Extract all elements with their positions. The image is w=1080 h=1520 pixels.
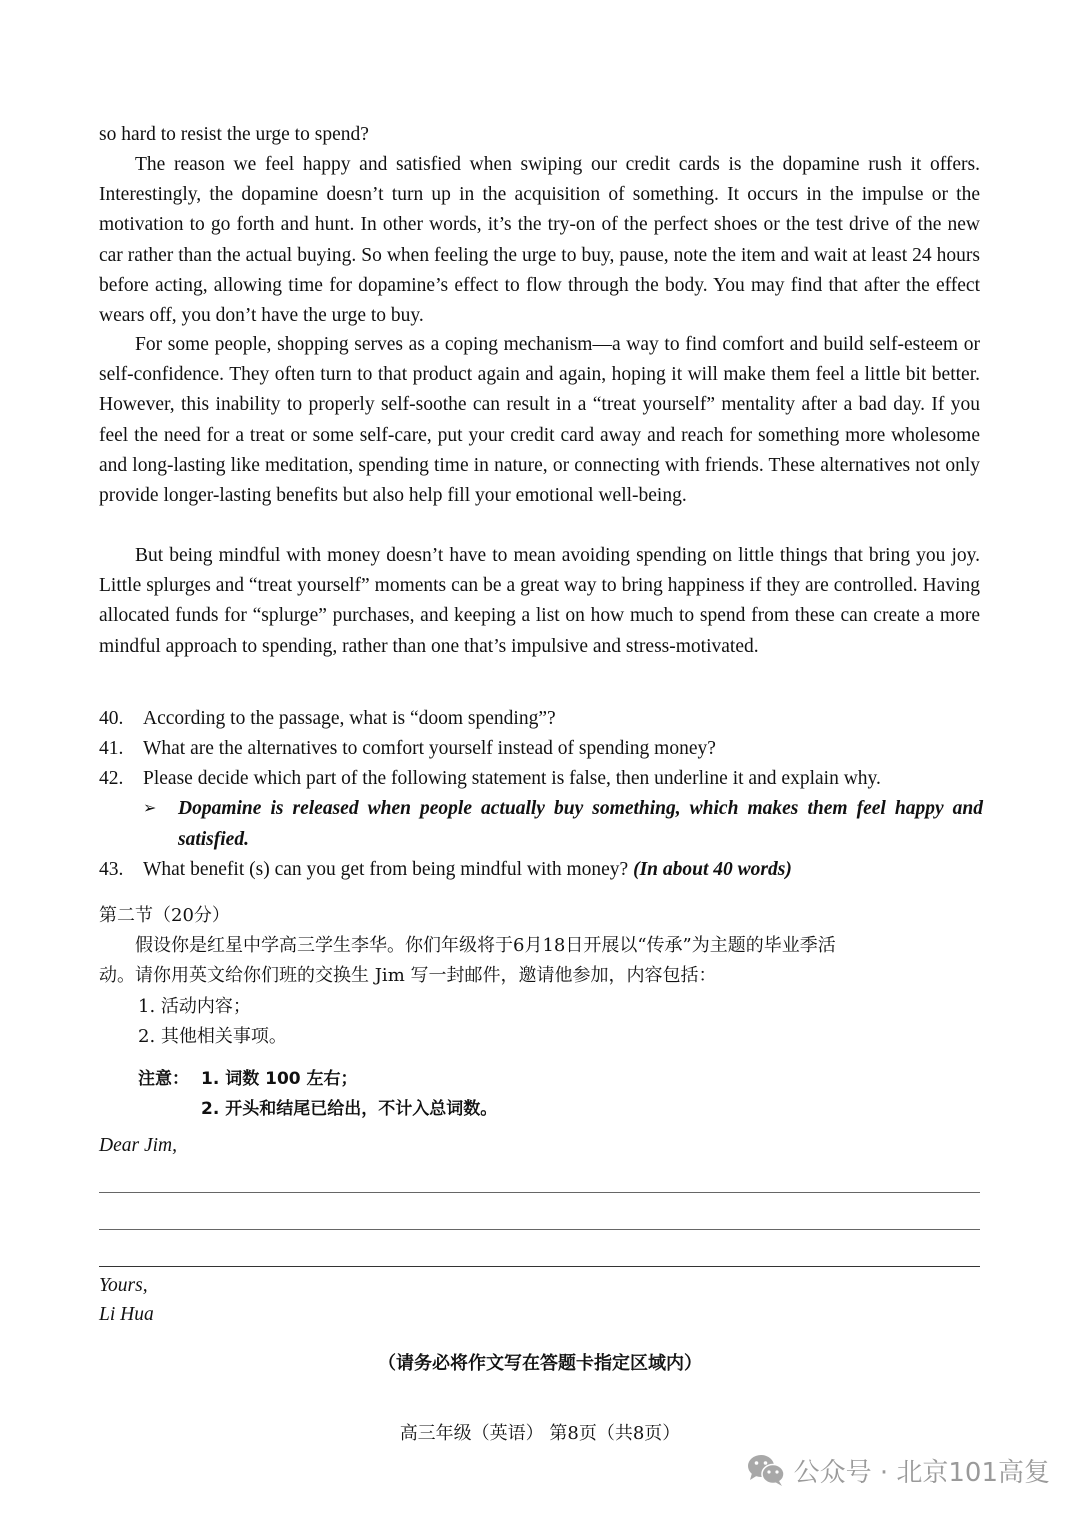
answer-sheet-reminder: （请务必将作文写在答题卡指定区域内） — [378, 1353, 702, 1374]
note-1: 1. 词数 100 左右； — [201, 1069, 358, 1089]
word-limit-note: (In about 40 words) — [633, 859, 792, 880]
question-number: 41. — [99, 738, 124, 759]
writing-line-3 — [99, 1266, 980, 1267]
writing-prompt-line-1: 假设你是红星中学高三学生李华。你们年级将于6月18日开展以“传承”为主题的毕业季活 — [135, 935, 836, 956]
question-text: According to the passage, what is “doom spending”? — [143, 708, 556, 729]
question-41 — [99, 734, 980, 764]
section-heading: 第二节（20分） — [99, 905, 230, 926]
false-statement — [143, 794, 983, 855]
wechat-icon — [746, 1453, 786, 1487]
letter-closing: Yours, — [99, 1275, 148, 1296]
question-text: What are the alternatives to comfort yourself instead of spending money? — [143, 738, 716, 759]
passage-paragraph-2: For some people, shopping serves as a coping mechanism—a way to find comfort and build self-esteem or self-confidence. They often turn to that product again and again, hoping it will make them feel a little bit better. However, this inability to properly self-soothe can result in a “treat yourself” mentality after a bad day. If you feel the need for a treat or some self-care, put your credit card away and reach for something more wholesome and long-lasting like meditation, spending time in nature, or connecting with friends. These alternatives not only provide longer-lasting benefits but also help fill your emotional well-being. — [99, 334, 980, 507]
question-43 — [99, 855, 980, 885]
letter-greeting: Dear Jim, — [99, 1135, 177, 1156]
passage-paragraph-3: But being mindful with money doesn’t have to mean avoiding spending on little things that bring you joy. Little splurges and “treat yourself” moments can be a great way to bring happiness if they are controlled. Having allocated funds for “splurge” purchases, and keeping a list on how much to spend from these can create a more mindful approach to spending, rather than one that’s impulsive and stress-motivated. — [99, 545, 980, 657]
question-number: 42. — [99, 768, 124, 789]
question-text: What benefit (s) can you get from being mindful with money? — [143, 859, 629, 880]
prompt-item-2: 2. 其他相关事项。 — [138, 1026, 287, 1047]
writing-line-2 — [99, 1229, 980, 1230]
letter-signature: Li Hua — [99, 1304, 154, 1325]
statement-text: Dopamine is released when people actually buy something, which makes them feel happy and satisfied. — [178, 798, 983, 850]
arrow-bullet-icon: ➢ — [143, 800, 157, 817]
note-2: 2. 开头和结尾已给出，不计入总词数。 — [201, 1099, 498, 1119]
question-text: Please decide which part of the following statement is false, then underline it and explain why. — [143, 768, 881, 789]
question-42 — [99, 764, 980, 794]
question-number: 40. — [99, 708, 124, 729]
question-number: 43. — [99, 859, 124, 880]
prompt-item-1: 1. 活动内容； — [138, 996, 251, 1017]
passage-paragraph-tail: so hard to resist the urge to spend? — [99, 124, 369, 145]
watermark — [746, 1450, 1050, 1490]
writing-line-1 — [99, 1192, 980, 1193]
page-footer: 高三年级（英语） 第8页（共8页） — [399, 1423, 681, 1444]
notes-label: 注意： — [138, 1069, 189, 1089]
watermark-text: 公众号 · 北京101高复 — [793, 1457, 1050, 1488]
writing-prompt-line-2: 动。请你用英文给你们班的交换生 Jim 写一封邮件，邀请他参加，内容包括： — [99, 965, 717, 986]
passage-paragraph-1: The reason we feel happy and satisfied when swiping our credit cards is the dopamine rush it offers. Interestingly, the dopamine doesn’t turn up in the acquisition of something. It occurs in the impulse or the motivation to go forth and hunt. In other words, it’s the try-on of the perfect shoes or the test drive of the new car rather than the actual buying. So when feeling the urge to buy, pause, note the item and wait at least 24 hours before acting, allowing time for dopamine’s effect to flow through the body. You may find that after the effect wears off, you don’t have the urge to buy. — [99, 154, 980, 327]
question-40 — [99, 704, 980, 734]
